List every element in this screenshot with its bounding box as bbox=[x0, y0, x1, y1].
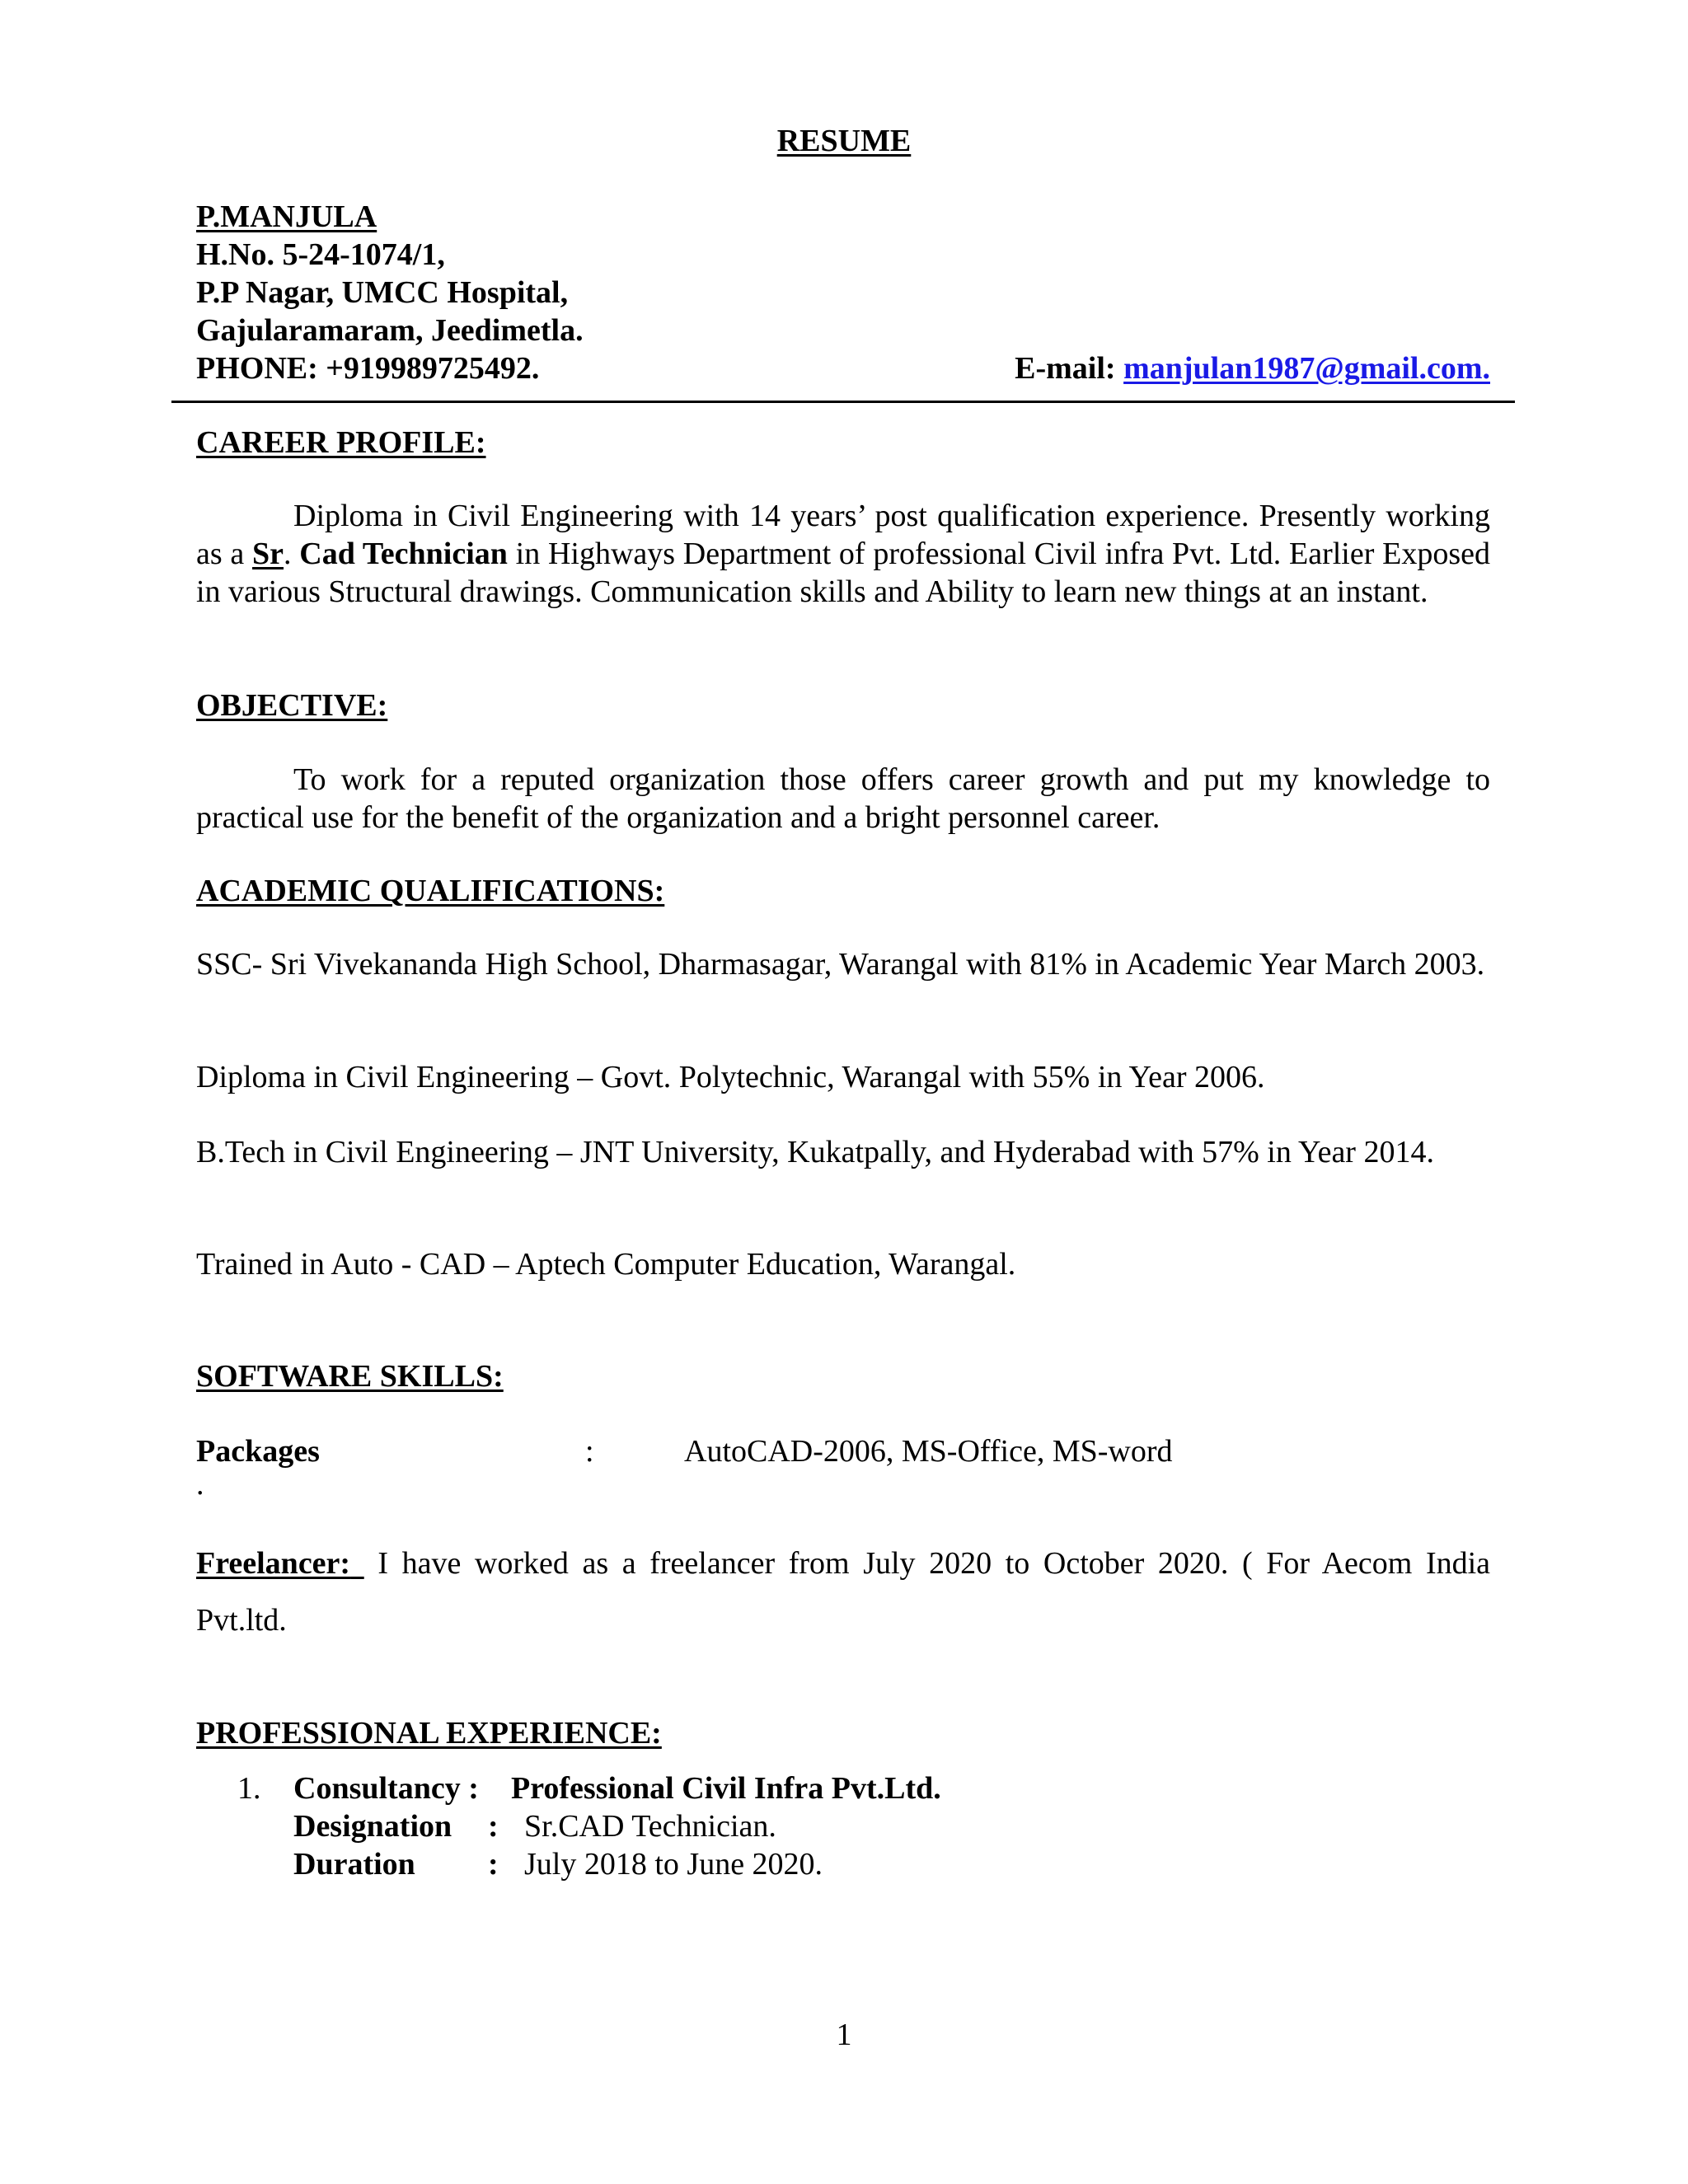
consultancy-label: Consultancy : bbox=[293, 1771, 479, 1806]
freelancer-text-2: Pvt.ltd. bbox=[196, 1603, 287, 1638]
phone-number: PHONE: +919989725492. bbox=[196, 351, 540, 386]
email-link[interactable]: manjulan1987@gmail.com. bbox=[1123, 351, 1490, 386]
experience-heading: PROFESSIONAL EXPERIENCE: bbox=[196, 1716, 662, 1750]
contact-block bbox=[196, 198, 584, 387]
academic-item: Diploma in Civil Engineering – Govt. Polytechnic, Warangal with 55% in Year 2006. bbox=[196, 1060, 1265, 1094]
academic-heading: ACADEMIC QUALIFICATIONS: bbox=[196, 874, 665, 908]
email-block bbox=[1015, 349, 1490, 387]
experience-number: 1. bbox=[237, 1771, 261, 1806]
duration-value: July 2018 to June 2020. bbox=[524, 1847, 823, 1882]
career-profile-dot: . bbox=[284, 537, 300, 571]
address-line-3: Gajularamaram, Jeedimetla. bbox=[196, 313, 584, 348]
objective-text: To work for a reputed organization those offers career growth and put my knowledge to practical use for the benefit of the organization and a bright personnel career. bbox=[196, 762, 1490, 835]
freelancer-line bbox=[196, 1544, 1490, 1582]
career-profile-role: Cad Technician bbox=[299, 537, 508, 571]
academic-item: SSC- Sri Vivekananda High School, Dharmasagar, Warangal with 81% in Academic Year March 2003. bbox=[196, 947, 1485, 982]
stray-dot: . bbox=[196, 1467, 204, 1502]
career-profile-sr: Sr bbox=[252, 537, 284, 571]
packages-colon: : bbox=[585, 1434, 594, 1469]
career-profile-part2: in Highways Department of professional Civil infra Pvt. Ltd. Earlier Exposed in various Structural drawings. Communication skills and Ability to learn new things at an instant. bbox=[196, 537, 1491, 609]
designation-value: Sr.CAD Technician. bbox=[524, 1809, 776, 1844]
freelancer-label: Freelancer: bbox=[196, 1546, 351, 1581]
objective-heading: OBJECTIVE: bbox=[196, 688, 388, 723]
header-divider bbox=[171, 401, 1515, 403]
address-line-1: H.No. 5-24-1074/1, bbox=[196, 237, 445, 272]
address-line-2: P.P Nagar, UMCC Hospital, bbox=[196, 275, 569, 310]
packages-label: Packages bbox=[196, 1434, 320, 1469]
career-profile-heading: CAREER PROFILE: bbox=[196, 425, 486, 460]
career-profile-part1: Diploma in Civil Engineering with 14 years’ post qualification experience. Presently working as a bbox=[196, 499, 1490, 571]
page-number: 1 bbox=[836, 2018, 852, 2052]
consultancy-value: Professional Civil Infra Pvt.Ltd. bbox=[511, 1771, 941, 1806]
designation-colon: : bbox=[488, 1809, 499, 1844]
freelancer-text: I have worked as a freelancer from July 2020 to October 2020. ( For Aecom India bbox=[377, 1546, 1491, 1581]
resume-title: RESUME bbox=[776, 124, 912, 158]
academic-item: B.Tech in Civil Engineering – JNT University, Kukatpally, and Hyderabad with 57% in Year 2014. bbox=[196, 1135, 1434, 1169]
duration-colon: : bbox=[488, 1847, 499, 1882]
career-profile-text bbox=[196, 497, 1490, 611]
email-label: E-mail: bbox=[1015, 351, 1116, 386]
software-heading: SOFTWARE SKILLS: bbox=[196, 1359, 504, 1394]
packages-value: AutoCAD-2006, MS-Office, MS-word bbox=[684, 1434, 1173, 1469]
academic-item: Trained in Auto - CAD – Aptech Computer Education, Warangal. bbox=[196, 1247, 1016, 1282]
designation-label: Designation bbox=[293, 1809, 452, 1844]
duration-label: Duration bbox=[293, 1847, 415, 1882]
candidate-name: P.MANJULA bbox=[196, 199, 377, 234]
